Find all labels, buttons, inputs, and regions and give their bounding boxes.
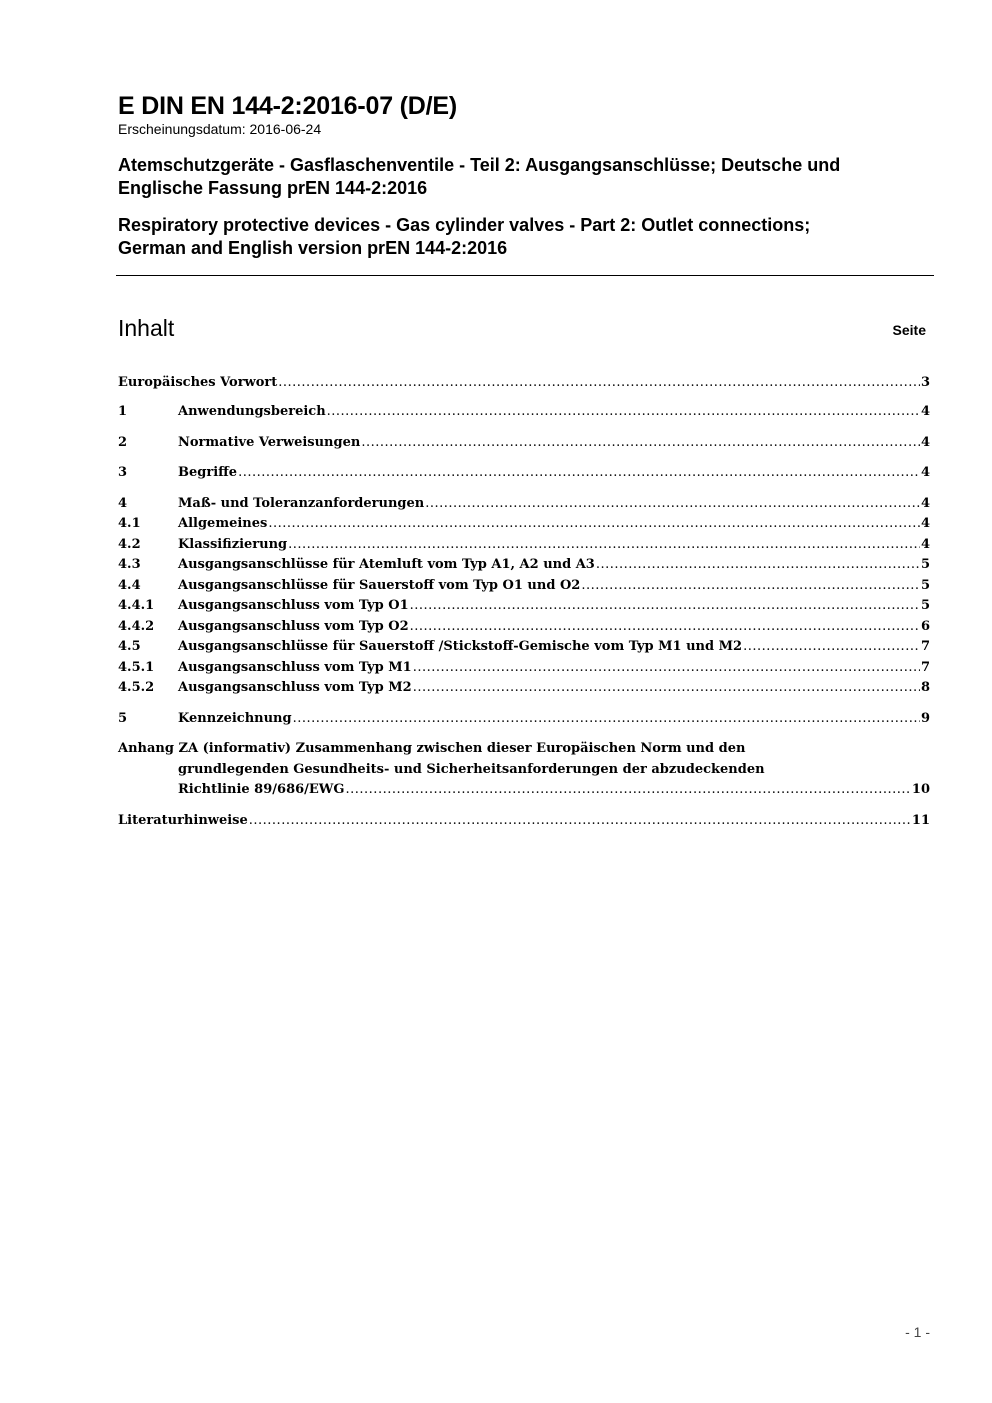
toc-entry[interactable]	[118, 617, 930, 636]
toc-entry-text: Ausgangsanschlüsse für Atemluft vom Typ A1, A2 und A3	[178, 557, 595, 572]
toc-entry[interactable]	[118, 463, 930, 482]
toc-entry[interactable]	[118, 402, 930, 421]
toc-entry-page: 3	[920, 375, 930, 390]
toc-entry[interactable]	[118, 555, 930, 574]
title-german-line-2: Englische Fassung prEN 144-2:2016	[118, 178, 428, 198]
toc-entry[interactable]	[118, 494, 930, 513]
toc-leader-dots	[361, 433, 920, 452]
toc-entry-number: 4.2	[118, 537, 141, 552]
toc-entry-text: Maß- und Toleranzanforderungen	[178, 496, 425, 511]
toc-entry-page: 11	[911, 813, 930, 828]
toc-entry-page: 4	[920, 435, 930, 450]
toc-entry-page: 5	[920, 557, 930, 572]
toc-entry-text: Ausgangsanschluss vom Typ M1	[178, 660, 412, 675]
toc-entry-text: Ausgangsanschluss vom Typ O1	[178, 598, 409, 613]
toc-entry[interactable]	[118, 373, 930, 392]
title-english	[118, 214, 933, 260]
page-column-label: Seite	[892, 322, 926, 338]
toc-entry-page: 7	[920, 660, 930, 675]
toc-entry-page: 4	[920, 496, 930, 511]
toc-leader-dots	[293, 709, 920, 728]
toc-entry-page: 4	[920, 404, 930, 419]
toc-entry-text: Kennzeichnung	[178, 711, 292, 726]
toc-heading	[118, 314, 926, 342]
toc-entry[interactable]	[118, 637, 930, 656]
title-english-line-2: German and English version prEN 144-2:2016	[118, 238, 508, 258]
toc-entry[interactable]	[118, 576, 930, 595]
toc-leader-dots	[410, 596, 920, 615]
toc-entry-bibliography[interactable]	[118, 811, 930, 830]
toc-entry-text: Richtlinie 89/686/EWG	[178, 782, 345, 797]
toc-entry-page: 8	[920, 680, 930, 695]
toc-entry-text: Ausgangsanschlüsse für Sauerstoff /Stickstoff-Gemische vom Typ M1 und M2	[178, 639, 743, 654]
toc-entry-text: Anwendungsbereich	[178, 404, 326, 419]
toc-entry-page: 5	[920, 598, 930, 613]
toc-entry-page: 4	[920, 465, 930, 480]
toc-entry-text: Ausgangsanschlüsse für Sauerstoff vom Typ O1 und O2	[178, 578, 581, 593]
toc-entry-page: 9	[920, 711, 930, 726]
toc-leader-dots	[346, 780, 911, 799]
annex-line-2: grundlegenden Gesundheits- und Sicherheitsanforderungen der abzudeckenden	[178, 762, 765, 777]
toc-leader-dots	[278, 373, 920, 392]
toc-entry-number: 4.4	[118, 578, 141, 593]
toc-leader-dots	[288, 535, 920, 554]
document-id: E DIN EN 144-2:2016-07 (D/E)	[118, 92, 457, 120]
annex-line-1: Anhang ZA (informativ) Zusammenhang zwischen dieser Europäischen Norm und den	[118, 741, 746, 756]
toc-entry-number: 2	[118, 435, 128, 450]
toc-entry-text: Begriffe	[178, 465, 238, 480]
toc-entry-number: 5	[118, 711, 128, 726]
toc-entry[interactable]	[118, 535, 930, 554]
toc-leader-dots	[425, 494, 920, 513]
document-header	[118, 92, 933, 260]
toc-entry-page: 5	[920, 578, 930, 593]
toc-leader-dots	[249, 811, 911, 830]
toc-entry-page: 10	[911, 782, 930, 797]
toc-entry[interactable]	[118, 658, 930, 677]
toc-leader-dots	[268, 514, 920, 533]
toc-leader-dots	[413, 678, 920, 697]
toc-entry-page: 6	[920, 619, 930, 634]
toc-entry-number: 4.4.2	[118, 619, 155, 634]
toc-entry-text: Klassifizierung	[178, 537, 288, 552]
toc-entry-text: Ausgangsanschluss vom Typ O2	[178, 619, 409, 634]
toc-entry-text: Normative Verweisungen	[178, 435, 361, 450]
toc-entry-number: 4	[118, 496, 128, 511]
toc-entry-number: 4.5.1	[118, 660, 155, 675]
toc-entry[interactable]	[118, 433, 930, 452]
title-german-line-1: Atemschutzgeräte - Gasflaschenventile - Teil 2: Ausgangsanschlüsse; Deutsche und	[118, 155, 841, 175]
title-english-line-1: Respiratory protective devices - Gas cylinder valves - Part 2: Outlet connections;	[118, 215, 811, 235]
toc-entry-text: Europäisches Vorwort	[118, 375, 278, 390]
publication-date: Erscheinungsdatum: 2016-06-24	[118, 121, 322, 137]
toc-entry-number: 4.4.1	[118, 598, 155, 613]
page-number: - 1 -	[905, 1324, 930, 1340]
title-german	[118, 154, 933, 200]
toc-entry-number: 4.5.2	[118, 680, 155, 695]
header-divider	[116, 275, 934, 276]
toc-entry-number: 1	[118, 404, 128, 419]
toc-entry[interactable]	[118, 709, 930, 728]
toc-entry[interactable]	[118, 678, 930, 697]
toc-entry-page: 4	[920, 537, 930, 552]
toc-entry[interactable]	[118, 514, 930, 533]
toc-leader-dots	[238, 463, 920, 482]
toc-leader-dots	[327, 402, 920, 421]
toc-entry-text: Ausgangsanschluss vom Typ M2	[178, 680, 412, 695]
toc-entry-text: Literaturhinweise	[118, 813, 248, 828]
toc-leader-dots	[581, 576, 920, 595]
toc-entry-page: 7	[920, 639, 930, 654]
toc-title: Inhalt	[118, 315, 175, 341]
toc-entry-number: 3	[118, 465, 128, 480]
toc-leader-dots	[410, 617, 920, 636]
toc-leader-dots	[743, 637, 920, 656]
annex-line-3	[178, 780, 930, 799]
toc-leader-dots	[596, 555, 920, 574]
toc-entry-text: Allgemeines	[178, 516, 268, 531]
toc-leader-dots	[413, 658, 920, 677]
toc-entry-number: 4.1	[118, 516, 141, 531]
toc-entry[interactable]	[118, 596, 930, 615]
toc-entry-page: 4	[920, 516, 930, 531]
toc-entry-number: 4.5	[118, 639, 141, 654]
toc-entry-number: 4.3	[118, 557, 141, 572]
